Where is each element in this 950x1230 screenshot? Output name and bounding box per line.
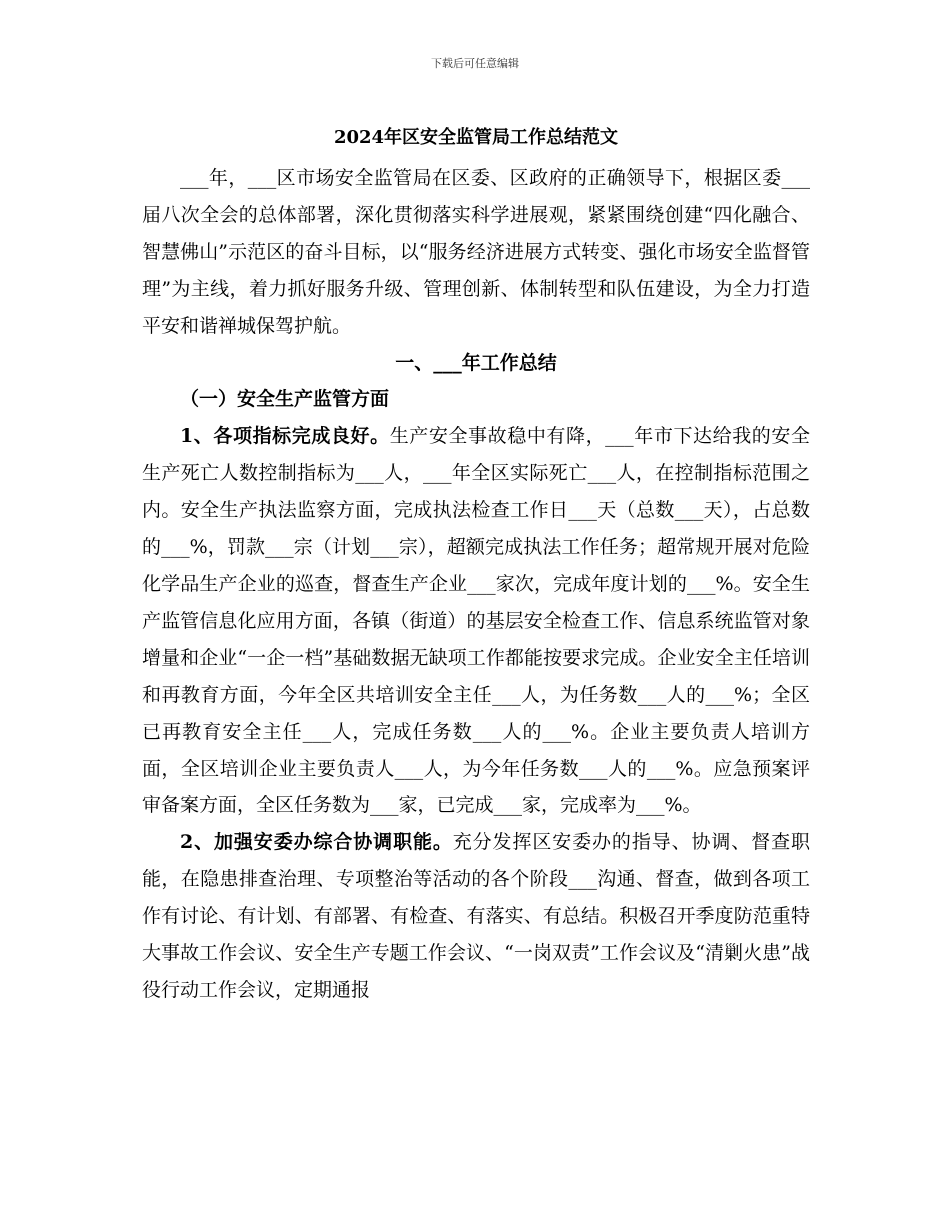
document-body	[142, 120, 810, 1009]
item2-paragraph	[142, 824, 810, 1009]
item1-paragraph	[142, 418, 810, 824]
document-title: 2024年区安全监管局工作总结范文	[333, 127, 619, 148]
subsection-heading: （一）安全生产监管方面	[180, 388, 390, 411]
item1-body: 生产安全事故稳中有降，___年市下达给我的安全生产死亡人数控制指标为___人，___年全区实际死亡___人，在控制指标范围之内。安全生产执法监察方面，完成执法检查工作日___天（总数___天），占总数的___%，罚款___宗（计划___宗），超额完成执法工作任务；超常规开展对危险化学品生产企业的巡查，督查生产企业___家次，完成年度计划的___%。安全生产监管信息化应用方面，各镇（街道）的基层安全检查工作、信息系统监管对象增量和企业“一企一档”基础数据无缺项工作都能按要求完成。企业安全主任培训和再教育方面，今年全区共培训安全主任___人，为任务数___人的___%；全区已再教育安全主任___人，完成任务数___人的___%。企业主要负责人培训方面，全区培训企业主要负责人___人，为今年任务数___人的___%。应急预案评审备案方面，全区任务数为___家，已完成___家，完成率为___%。	[142, 425, 810, 817]
item2-body: 充分发挥区安委办的指导、协调、督查职能，在隐患排查治理、专项整治等活动的各个阶段___沟通、督查，做到各项工作有讨论、有计划、有部署、有检查、有落实、有总结。积极召开季度防范重特大事故工作会议、安全生产专题工作会议、“一岗双责”工作会议及“清剿火患”战役行动工作会议，定期通报	[142, 831, 810, 1001]
item1-lead: 1、各项指标完成良好。	[180, 425, 390, 448]
intro-paragraph: ___年，___区市场安全监管局在区委、区政府的正确领导下，根据区委___届八次全会的总体部署，深化贯彻落实科学进展观，紧紧围绕创建“四化融合、智慧佛山”示范区的奋斗目标，以“服务经济进展方式转变、强化市场安全监督管理”为主线，着力抓好服务升级、管理创新、体制转型和队伍建设，为全力打造平安和谐禅城保驾护航。	[142, 167, 810, 337]
header-note: 下载后可任意编辑	[431, 57, 519, 70]
item2-lead: 2、加强安委办综合协调职能。	[180, 831, 453, 854]
section-heading: 一、___年工作总结	[395, 351, 557, 374]
